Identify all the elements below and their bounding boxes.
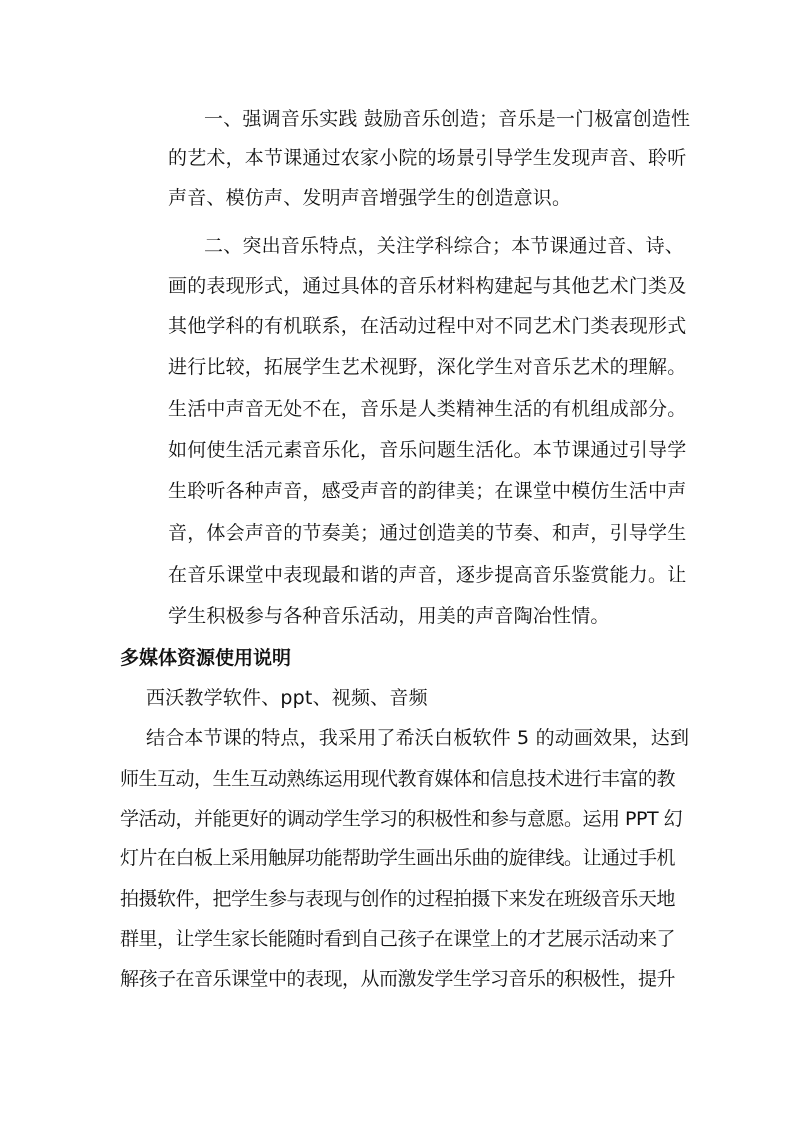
paragraph-1-line-3: 声音、模仿声、发明声音增强学生的创造意识。 <box>168 187 572 209</box>
paragraph-2-line-5: 生活中声音无处不在，音乐是人类精神生活的有机组成部分。 <box>168 398 687 420</box>
paragraph-2-line-4: 进行比较，拓展学生艺术视野，深化学生对音乐艺术的理解。 <box>168 356 687 378</box>
section-heading: 多媒体资源使用说明 <box>120 647 292 669</box>
paragraph-1-line-2: 的艺术，本节课通过农家小院的场景引导学生发现声音、聆听 <box>168 147 687 169</box>
paragraph-3-line-6: 群里，让学生家长能随时看到自己孩子在课堂上的才艺展示活动来了 <box>120 928 676 950</box>
paragraph-2-line-7: 生聆听各种声音，感受声音的韵律美；在课堂中模仿生活中声 <box>168 480 687 502</box>
paragraph-3-line-4: 灯片在白板上采用触屏功能帮助学生画出乐曲的旋律线。让通过手机 <box>120 847 676 869</box>
paragraph-2-line-8: 音，体会声音的节奏美；通过创造美的节奏、和声，引导学生 <box>168 522 687 544</box>
paragraph-2-line-6: 如何使生活元素音乐化，音乐问题生活化。本节课通过引导学 <box>168 439 687 461</box>
paragraph-1-line-1: 一、强调音乐实践 鼓励音乐创造；音乐是一门极富创造性 <box>204 108 691 130</box>
paragraph-3-line-3: 学活动，并能更好的调动学生学习的积极性和参与意愿。运用 PPT 幻 <box>120 808 683 830</box>
paragraph-2-line-1: 二、突出音乐特点，关注学科综合；本节课通过音、诗、 <box>204 235 685 257</box>
resource-line: 西沃教学软件、ppt、视频、音频 <box>146 687 428 709</box>
paragraph-3-line-2: 师生互动，生生互动熟练运用现代教育媒体和信息技术进行丰富的教 <box>120 768 676 790</box>
paragraph-2-line-10: 学生积极参与各种音乐活动，用美的声音陶冶性情。 <box>168 605 610 627</box>
paragraph-2-line-9: 在音乐课堂中表现最和谐的声音，逐步提高音乐鉴赏能力。让 <box>168 564 687 586</box>
paragraph-3-line-7: 解孩子在音乐课堂中的表现，从而激发学生学习音乐的积极性，提升 <box>120 968 676 990</box>
paragraph-3-line-1: 结合本节课的特点，我采用了希沃白板软件 5 的动画效果，达到 <box>146 727 690 749</box>
paragraph-2-line-2: 画的表现形式，通过具体的音乐材料构建起与其他艺术门类及 <box>168 275 687 297</box>
paragraph-2-line-3: 其他学科的有机联系，在活动过程中对不同艺术门类表现形式 <box>168 315 687 337</box>
paragraph-3-line-5: 拍摄软件，把学生参与表现与创作的过程拍摄下来发在班级音乐天地 <box>120 888 676 910</box>
